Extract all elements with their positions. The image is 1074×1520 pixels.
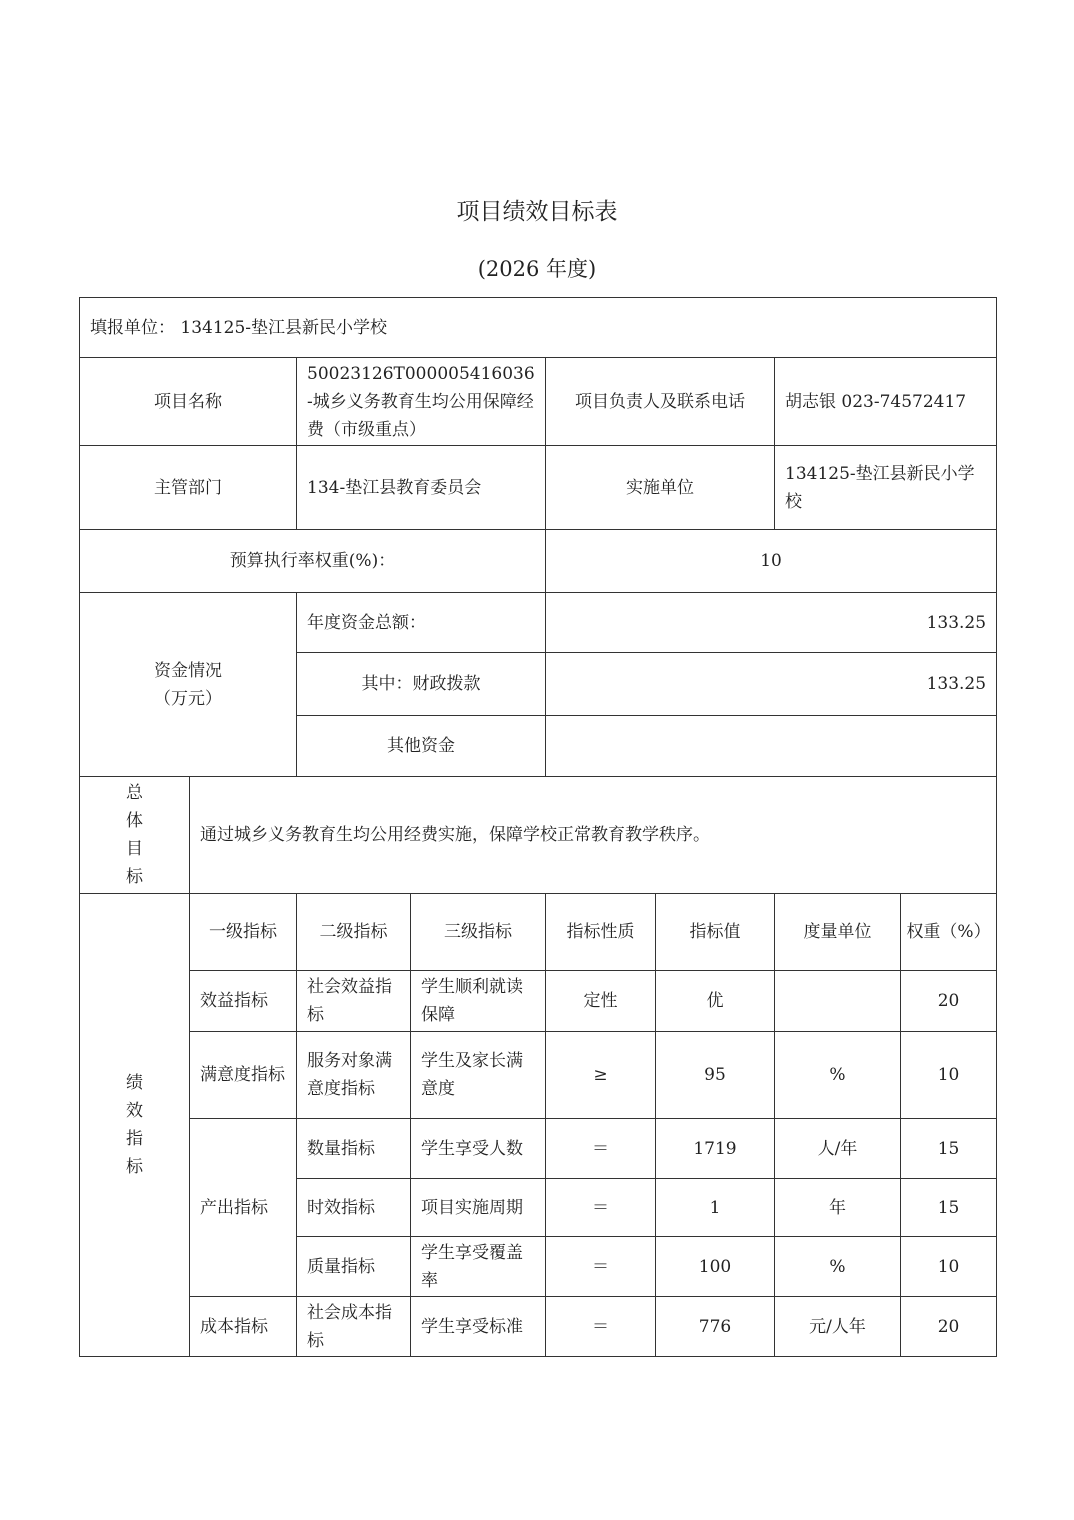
funds-label-line2: （万元） bbox=[154, 688, 222, 709]
header-value: 指标值 bbox=[656, 894, 775, 971]
goal-row bbox=[80, 777, 997, 894]
nature-cell: ＝ bbox=[546, 1179, 656, 1237]
project-name-label: 项目名称 bbox=[80, 358, 297, 446]
funds-total-value: 133.25 bbox=[546, 593, 997, 653]
indicator-row bbox=[80, 1119, 997, 1179]
funds-total-row bbox=[80, 593, 997, 653]
project-name-row bbox=[80, 358, 997, 446]
value-cell: 1719 bbox=[656, 1119, 775, 1179]
reporting-unit-value: 134125-垫江县新民小学校 bbox=[180, 317, 388, 338]
goal-label-char: 标 bbox=[126, 867, 143, 887]
indicators-label-char: 效 bbox=[126, 1101, 143, 1121]
funds-fiscal-value: 133.25 bbox=[546, 653, 997, 716]
unit-cell: 元/人年 bbox=[775, 1297, 901, 1357]
value-cell: 优 bbox=[656, 971, 775, 1032]
level3-cell: 项目实施周期 bbox=[411, 1179, 546, 1237]
funds-label bbox=[80, 593, 297, 777]
indicators-label-char: 标 bbox=[126, 1157, 143, 1177]
weight-cell: 20 bbox=[901, 971, 997, 1032]
dept-label: 主管部门 bbox=[80, 446, 297, 530]
value-cell: 100 bbox=[656, 1237, 775, 1297]
weight-cell: 15 bbox=[901, 1179, 997, 1237]
performance-table bbox=[79, 297, 997, 1357]
level3-cell: 学生享受标准 bbox=[411, 1297, 546, 1357]
weight-cell: 20 bbox=[901, 1297, 997, 1357]
impl-unit-value: 134125-垫江县新民小学校 bbox=[775, 446, 997, 530]
funds-fiscal-label: 其中：财政拨款 bbox=[297, 653, 546, 716]
funds-other-value bbox=[546, 716, 997, 777]
impl-unit-label: 实施单位 bbox=[546, 446, 775, 530]
value-cell: 95 bbox=[656, 1032, 775, 1119]
level3-cell: 学生享受人数 bbox=[411, 1119, 546, 1179]
unit-cell: 人/年 bbox=[775, 1119, 901, 1179]
value-cell: 1 bbox=[656, 1179, 775, 1237]
level3-cell: 学生及家长满意度 bbox=[411, 1032, 546, 1119]
page-subtitle: (2026 年度) bbox=[477, 257, 597, 281]
reporting-unit-row bbox=[80, 298, 997, 358]
indicators-label-char: 绩 bbox=[126, 1073, 143, 1093]
page-title: 项目绩效目标表 bbox=[456, 199, 618, 225]
nature-cell: ＝ bbox=[546, 1237, 656, 1297]
level2-cell: 质量指标 bbox=[297, 1237, 411, 1297]
nature-cell: ＝ bbox=[546, 1119, 656, 1179]
funds-label-line1: 资金情况 bbox=[154, 660, 222, 681]
level2-cell: 时效指标 bbox=[297, 1179, 411, 1237]
nature-cell: 定性 bbox=[546, 971, 656, 1032]
indicator-row bbox=[80, 1297, 997, 1357]
level1-cell: 效益指标 bbox=[190, 971, 297, 1032]
contact-label: 项目负责人及联系电话 bbox=[546, 358, 775, 446]
value-cell: 776 bbox=[656, 1297, 775, 1357]
header-level1: 一级指标 bbox=[190, 894, 297, 971]
nature-cell: ≥ bbox=[546, 1032, 656, 1119]
weight-cell: 10 bbox=[901, 1032, 997, 1119]
unit-cell: % bbox=[775, 1032, 901, 1119]
goal-label-char: 目 bbox=[126, 839, 143, 859]
level1-cell: 满意度指标 bbox=[190, 1032, 297, 1119]
header-level2: 二级指标 bbox=[297, 894, 411, 971]
header-weight: 权重（%） bbox=[901, 894, 997, 971]
indicator-header-row bbox=[80, 894, 997, 971]
goal-text: 通过城乡义务教育生均公用经费实施，保障学校正常教育教学秩序。 bbox=[190, 777, 997, 894]
contact-value: 胡志银 023-74572417 bbox=[775, 358, 997, 446]
unit-cell bbox=[775, 971, 901, 1032]
dept-row bbox=[80, 446, 997, 530]
level1-cell: 成本指标 bbox=[190, 1297, 297, 1357]
indicator-row bbox=[80, 971, 997, 1032]
level2-cell: 社会效益指标 bbox=[297, 971, 411, 1032]
budget-rate-row bbox=[80, 530, 997, 593]
indicator-row bbox=[80, 1032, 997, 1119]
weight-cell: 10 bbox=[901, 1237, 997, 1297]
goal-label-char: 总 bbox=[126, 783, 143, 803]
level2-cell: 社会成本指标 bbox=[297, 1297, 411, 1357]
funds-total-label: 年度资金总额： bbox=[297, 593, 546, 653]
level3-cell: 学生享受覆盖率 bbox=[411, 1237, 546, 1297]
level2-cell: 数量指标 bbox=[297, 1119, 411, 1179]
reporting-unit-cell bbox=[80, 298, 997, 358]
level1-cell: 产出指标 bbox=[190, 1119, 297, 1297]
goal-label bbox=[80, 777, 190, 894]
budget-rate-value: 10 bbox=[546, 530, 997, 593]
unit-cell: % bbox=[775, 1237, 901, 1297]
nature-cell: ＝ bbox=[546, 1297, 656, 1357]
reporting-unit-label: 填报单位： bbox=[90, 317, 175, 338]
project-name-value: 50023126T000005416036-城乡义务教育生均公用保障经费（市级重点） bbox=[297, 358, 546, 446]
indicators-label-char: 指 bbox=[126, 1129, 143, 1149]
unit-cell: 年 bbox=[775, 1179, 901, 1237]
level2-cell: 服务对象满意度指标 bbox=[297, 1032, 411, 1119]
header-level3: 三级指标 bbox=[411, 894, 546, 971]
goal-label-char: 体 bbox=[126, 811, 143, 831]
budget-rate-label: 预算执行率权重(%)： bbox=[80, 530, 546, 593]
dept-value: 134-垫江县教育委员会 bbox=[297, 446, 546, 530]
funds-other-label: 其他资金 bbox=[297, 716, 546, 777]
weight-cell: 15 bbox=[901, 1119, 997, 1179]
level3-cell: 学生顺利就读保障 bbox=[411, 971, 546, 1032]
header-unit: 度量单位 bbox=[775, 894, 901, 971]
indicators-label bbox=[80, 894, 190, 1357]
header-nature: 指标性质 bbox=[546, 894, 656, 971]
